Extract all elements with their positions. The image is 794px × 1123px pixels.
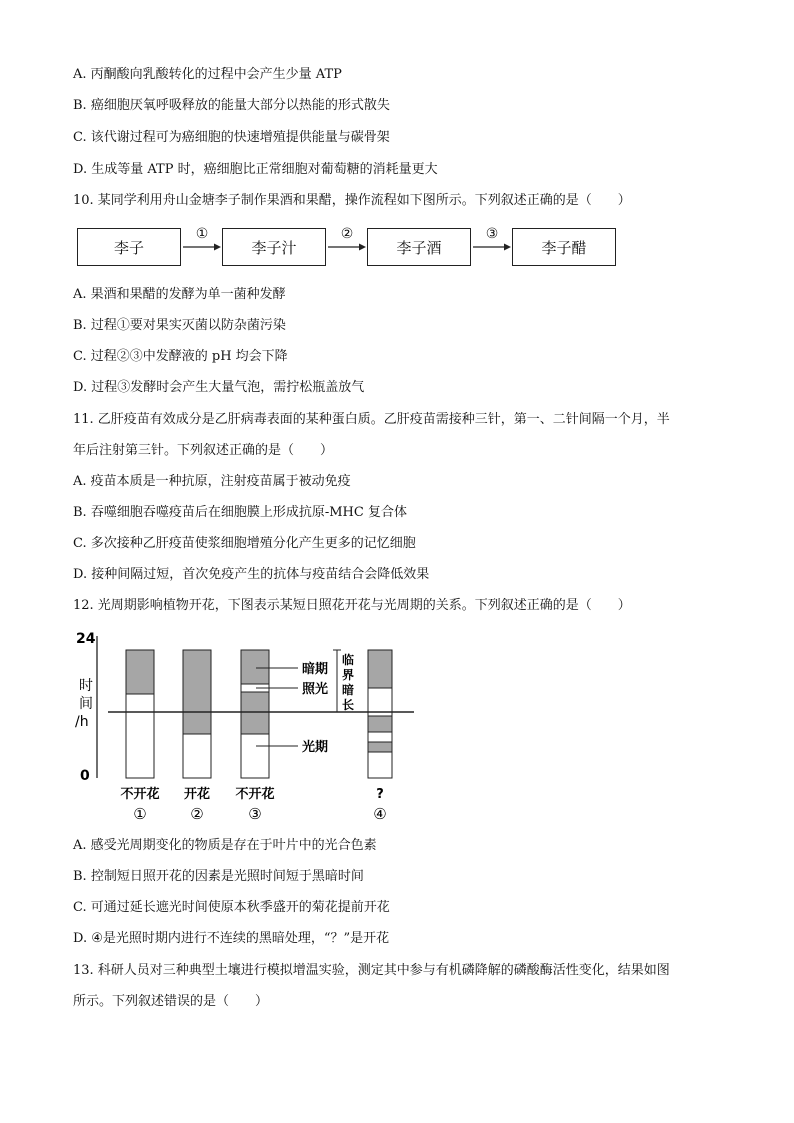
q9-option-d: D. 生成等量 ATP 时，癌细胞比正常细胞对葡萄糖的消耗量更大 xyxy=(73,162,438,177)
label-critical-char-4: 长 xyxy=(342,698,355,712)
q11-stem-line-1: 11. 乙肝疫苗有效成分是乙肝病毒表面的某种蛋白质。乙肝疫苗需接种三针，第一、二针间隔一个月，半 xyxy=(73,412,670,427)
bar-3-caption: 不开花 xyxy=(235,787,275,802)
label-dark-period: 暗期 xyxy=(302,662,329,677)
flow-box-plum-wine: 李子酒 xyxy=(367,228,471,266)
q11-option-a: A. 疫苗本质是一种抗原，注射疫苗属于被动免疫 xyxy=(73,474,351,489)
bar-4 xyxy=(368,650,392,778)
y-axis-label-char-3: /h xyxy=(75,714,89,730)
y-bottom-label: 0 xyxy=(80,768,90,784)
y-axis-label-char-1: 时 xyxy=(79,678,93,694)
arrow-right-icon xyxy=(181,226,223,270)
bar-4-number: ④ xyxy=(373,805,387,823)
q11-option-c: C. 多次接种乙肝疫苗使浆细胞增殖分化产生更多的记忆细胞 xyxy=(73,536,416,551)
label-critical-char-2: 界 xyxy=(342,668,355,682)
flow-arrow-1 xyxy=(181,226,223,270)
flow-box-plum-juice: 李子汁 xyxy=(222,228,326,266)
q9-option-a: A. 丙酮酸向乳酸转化的过程中会产生少量 ATP xyxy=(73,67,342,82)
q12-option-d: D. ④是光照时期内进行不连续的黑暗处理，“？”是开花 xyxy=(73,931,390,946)
q10-option-c: C. 过程②③中发酵液的 pH 均会下降 xyxy=(73,349,288,364)
label-critical-char-1: 临 xyxy=(342,653,355,667)
bar-1 xyxy=(126,650,154,778)
bar-2-number: ② xyxy=(190,805,204,823)
bar-2 xyxy=(183,650,211,778)
q12-option-c: C. 可通过延长遮光时间使原本秋季盛开的菊花提前开花 xyxy=(73,900,390,915)
q10-option-d: D. 过程③发酵时会产生大量气泡，需拧松瓶盖放气 xyxy=(73,380,365,395)
q13-stem-line-1: 13. 科研人员对三种典型土壤进行模拟增温实验，测定其中参与有机磷降解的磷酸酶活性变化，结果如图 xyxy=(73,963,670,978)
bar-1-number: ① xyxy=(133,805,147,823)
bar-3-number: ③ xyxy=(248,805,262,823)
q10-option-a: A. 果酒和果醋的发酵为单一菌种发酵 xyxy=(73,287,286,302)
q10-option-b: B. 过程①要对果实灭菌以防杂菌污染 xyxy=(73,318,286,333)
y-top-label: 24 xyxy=(76,631,96,647)
flow-step-2-label: ② xyxy=(340,226,354,242)
q11-option-d: D. 接种间隔过短，首次免疫产生的抗体与疫苗结合会降低效果 xyxy=(73,567,430,582)
flow-step-1-label: ① xyxy=(195,226,209,242)
q13-stem-line-2: 所示。下列叙述错误的是（ ） xyxy=(73,994,269,1009)
flow-arrow-2 xyxy=(326,226,368,270)
label-light-period: 光期 xyxy=(302,740,329,755)
q9-option-c: C. 该代谢过程可为癌细胞的快速增殖提供能量与碳骨架 xyxy=(73,130,390,145)
flow-step-3-label: ③ xyxy=(485,226,499,242)
bar-2-caption: 开花 xyxy=(183,787,211,802)
q10-stem: 10. 某同学利用舟山金塘李子制作果酒和果醋，操作流程如下图所示。下列叙述正确的是（ ） xyxy=(73,193,631,208)
bar-1-caption: 不开花 xyxy=(120,787,160,802)
label-light-flash: 照光 xyxy=(302,682,329,697)
label-critical-char-3: 暗 xyxy=(342,683,355,697)
q12-photoperiod-figure xyxy=(70,626,430,826)
flow-arrow-3 xyxy=(471,226,513,270)
q12-stem: 12. 光周期影响植物开花，下图表示某短日照花开花与光周期的关系。下列叙述正确的是（ ） xyxy=(73,598,631,613)
arrow-right-icon xyxy=(326,226,368,270)
bar-4-caption: ? xyxy=(376,787,384,802)
q11-stem-line-2: 年后注射第三针。下列叙述正确的是（ ） xyxy=(73,443,334,458)
bar-3 xyxy=(241,650,269,778)
q11-option-b: B. 吞噬细胞吞噬疫苗后在细胞膜上形成抗原-MHC 复合体 xyxy=(73,505,407,520)
q12-option-b: B. 控制短日照开花的因素是光照时间短于黑暗时间 xyxy=(73,869,364,884)
y-axis-label-char-2: 间 xyxy=(79,696,93,712)
flow-box-plum-vinegar: 李子醋 xyxy=(512,228,616,266)
arrow-right-icon xyxy=(471,226,513,270)
q12-option-a: A. 感受光周期变化的物质是存在于叶片中的光合色素 xyxy=(73,838,377,853)
q9-option-b: B. 癌细胞厌氧呼吸释放的能量大部分以热能的形式散失 xyxy=(73,98,390,113)
flow-box-plum: 李子 xyxy=(77,228,181,266)
